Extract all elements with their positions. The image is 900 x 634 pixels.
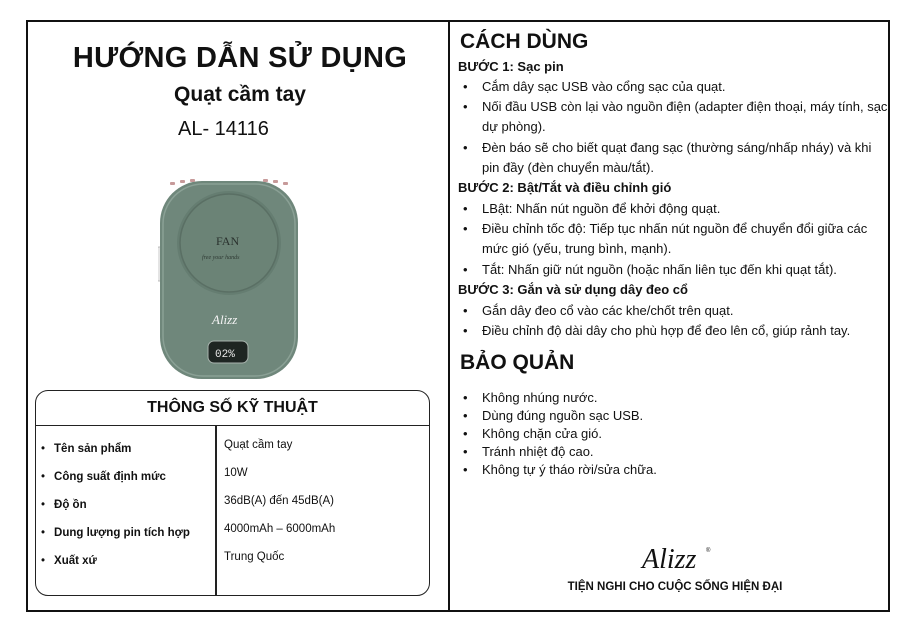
spec-row [36,435,429,463]
step-2-title: BƯỚC 2: Bật/Tắt và điều chỉnh gió [458,180,672,195]
spec-key: • Công suất định mức [41,471,166,483]
spec-value: 36dB(A) đến 45dB(A) [224,495,334,507]
list-item: • Điều chỉnh độ dài dây cho phù hợp để đeo lên cổ, giúp rảnh tay. [463,323,851,338]
list-item: • Không chặn cửa gió. [463,426,603,441]
fan-product-image [158,177,300,383]
spec-value: Quạt cầm tay [224,439,293,451]
spec-key: • Tên sản phẩm [41,443,131,455]
spec-value: Trung Quốc [224,551,285,563]
fan-slogan: free your hands [202,255,240,261]
tagline: TIỆN NGHI CHO CUỘC SỐNG HIỆN ĐẠI [567,581,783,593]
column-divider [448,20,450,612]
spec-row [36,519,429,547]
list-item: • Tắt: Nhấn giữ nút nguồn (hoặc nhấn liên tục đến khi quạt tắt). [463,262,837,277]
svg-text:Alizz: Alizz [642,544,697,575]
list-item: • Cắm dây sạc USB vào cổng sạc của quạt. [463,79,726,94]
svg-text:®: ® [706,548,711,554]
battery-display: 02% [215,349,235,361]
model-number: AL- 14116 [178,118,269,140]
list-item: • Điều chỉnh tốc độ: Tiếp tục nhấn nút nguồn để chuyển đổi giữa các mức gió (yếu, trung bình, mạnh). [463,221,868,256]
list-item: • Không tự ý tháo rời/sửa chữa. [463,462,657,477]
step-3-title: BƯỚC 3: Gắn và sử dụng dây đeo cổ [458,282,688,297]
specs-heading: THÔNG SỐ KỸ THUẬT [36,391,429,426]
spec-row [36,491,429,519]
brand-logo [636,538,716,578]
spec-key: • Xuất xứ [41,555,97,567]
list-item: • Tránh nhiệt độ cao. [463,444,594,459]
fan-label: FAN [216,234,240,248]
list-item: • Không nhúng nước. [463,390,598,405]
spec-row [36,547,429,575]
specs-table [35,390,430,596]
spec-value: 4000mAh – 6000mAh [224,523,336,535]
list-item: • Dùng đúng nguồn sạc USB. [463,408,644,423]
usage-heading: CÁCH DÙNG [460,30,589,53]
list-item: • LBật: Nhấn nút nguồn để khởi động quạt. [463,201,721,216]
spec-row [36,463,429,491]
care-heading: BẢO QUẢN [460,351,575,374]
product-subtitle: Quạt cầm tay [174,83,306,106]
list-item: • Nối đầu USB còn lại vào nguồn điện (adapter điện thoại, máy tính, sạc dự phòng). [463,99,888,134]
spec-value: 10W [224,467,248,479]
step-1-title: BƯỚC 1: Sạc pin [458,59,564,74]
spec-key: • Độ ồn [41,499,87,511]
page-title: HƯỚNG DẪN SỬ DỤNG [72,42,408,74]
list-item: • Gắn dây đeo cổ vào các khe/chốt trên quạt. [463,303,734,318]
spec-key: • Dung lượng pin tích hợp [41,527,190,539]
brand-logo-on-fan: Alizz [212,312,238,327]
list-item: • Đèn báo sẽ cho biết quạt đang sạc (thường sáng/nhấp nháy) và khi pin đầy (đèn chuyển màu/tắt). [463,140,872,175]
